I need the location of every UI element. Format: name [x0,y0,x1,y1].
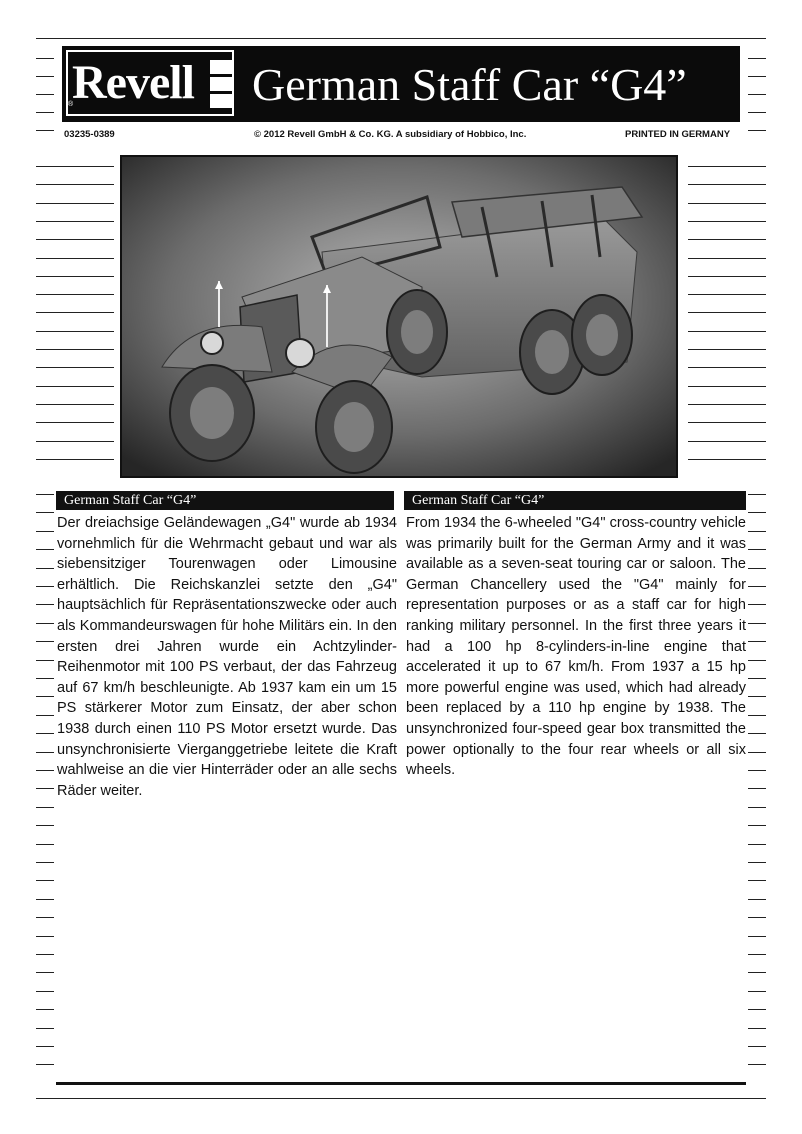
margin-line [748,660,766,661]
margin-line [688,386,766,387]
margin-line [36,221,114,222]
margin-line [36,459,114,460]
margin-line [36,917,54,918]
margin-line [36,1028,54,1029]
margin-line [748,112,766,113]
margin-line [748,752,766,753]
margin-line [36,294,114,295]
margin-line [748,936,766,937]
margin-line [36,386,114,387]
margin-line [36,770,54,771]
english-section-heading: German Staff Car “G4” [404,491,746,510]
margin-line [748,58,766,59]
margin-line [36,623,54,624]
margin-line [36,715,54,716]
margin-line [36,531,54,532]
margin-line [748,94,766,95]
margin-line [748,130,766,131]
margin-line [688,166,766,167]
margin-line [36,696,54,697]
margin-line [748,991,766,992]
margin-line [688,422,766,423]
margin-line [748,641,766,642]
margin-line [36,239,114,240]
margin-line [36,184,114,185]
margin-line [36,258,114,259]
margin-line [36,494,54,495]
staff-car-photo-icon [122,157,676,476]
margin-line [688,203,766,204]
revell-logo-text: Revell [72,56,194,109]
margin-line [748,862,766,863]
margin-line [36,76,54,77]
margin-line [36,276,114,277]
margin-line [36,1009,54,1010]
margin-line [36,349,114,350]
english-section-body: From 1934 the 6-wheeled "G4" cross-country vehicle was primarily built for the German Army and it was available as a seven-seat touring car or saloon. The German Chancellery used the "G4" mainly for representation purposes or as a staff car for high ranking military personnel. In the first three years it had a 100 hp 8-cylinders-in-line engine that accelerated it up to 67 km/h. From 1937 a 15 hp more powerful engine was used, which had already been replaced by a 110 hp engine by 1938. The unsynchronized four-speed gear box transmitted the power optionally to the four rear wheels or all six wheels. [406,515,746,779]
margin-line [688,184,766,185]
margin-line [748,844,766,845]
margin-line [688,331,766,332]
margin-line [36,1046,54,1047]
margin-line [36,441,114,442]
margin-line [36,549,54,550]
margin-line [36,604,54,605]
page-title: German Staff Car “G4” [252,59,687,110]
margin-line [748,494,766,495]
margin-line [748,899,766,900]
margin-line [748,568,766,569]
margin-line [36,862,54,863]
margin-line [748,825,766,826]
margin-line [748,623,766,624]
margin-line [36,972,54,973]
margin-line [36,954,54,955]
margin-line [688,258,766,259]
margin-line [748,733,766,734]
margin-line [36,641,54,642]
margin-line [748,954,766,955]
margin-line [36,331,114,332]
margin-line [36,1064,54,1065]
margin-line [748,1064,766,1065]
margin-line [688,459,766,460]
margin-line [748,715,766,716]
margin-line [36,678,54,679]
registered-mark: ® [68,101,74,108]
item-number: 03235-0389 [64,129,115,140]
margin-line [36,58,54,59]
margin-line [36,880,54,881]
margin-line [36,752,54,753]
margin-line [748,604,766,605]
margin-line [36,404,114,405]
margin-line [36,991,54,992]
margin-line [36,94,54,95]
top-rule [36,38,766,39]
margin-line [748,512,766,513]
margin-line [36,312,114,313]
margin-line [36,899,54,900]
margin-line [748,1028,766,1029]
margin-line [36,825,54,826]
margin-line [748,76,766,77]
printed-in-label: PRINTED IN GERMANY [625,129,731,140]
margin-line [36,112,54,113]
margin-line [36,422,114,423]
margin-line [36,130,54,131]
margin-line [36,586,54,587]
margin-line [688,221,766,222]
margin-line [36,166,114,167]
margin-line [748,972,766,973]
margin-line [748,807,766,808]
margin-line [748,788,766,789]
margin-line [688,441,766,442]
copyright-notice: © 2012 Revell GmbH & Co. KG. A subsidiary of Hobbico, Inc. [254,129,527,140]
margin-line [36,512,54,513]
margin-line [36,568,54,569]
footer-rule [36,1098,766,1099]
margin-line [748,549,766,550]
margin-line [36,788,54,789]
revell-flag-icon [210,60,232,108]
product-photo [120,155,678,478]
margin-line [748,880,766,881]
bottom-rule [56,1082,746,1085]
margin-line [748,678,766,679]
margin-line [688,367,766,368]
german-section-body: Der dreiachsige Geländewagen „G4" wurde ab 1934 vornehmlich für die Wehrmacht gebaut und war als siebensitziger Tourenwagen oder Limousine erhältlich. Die Reichskanzlei setzte den „G4" hauptsächlich für Repräsentationszwecke oder auch als Kommandeurswagen für hohe Militärs ein. In den ersten drei Jahren wurde ein Achtzylinder-Reihenmotor mit 100 PS verbaut, der das Fahrzeug auf 67 km/h beschleunigte. Ab 1937 kam ein um 15 PS stärkerer Motor zum Einsatz, der aber schon 1938 durch einen 110 PS Motor ersetzt wurde. Das unsynchronisierte Vierganggetriebe leitete die Kraft wahlweise an die vier Hinterräder oder an alle sechs Räder weiter. [57,515,397,799]
margin-line [748,531,766,532]
margin-line [688,349,766,350]
margin-line [688,276,766,277]
margin-line [36,844,54,845]
german-section-heading: German Staff Car “G4” [56,491,394,510]
margin-line [748,696,766,697]
margin-line [748,917,766,918]
margin-line [36,660,54,661]
margin-line [748,1046,766,1047]
margin-line [36,807,54,808]
margin-line [36,367,114,368]
margin-line [36,936,54,937]
margin-line [688,239,766,240]
margin-line [36,733,54,734]
margin-line [748,770,766,771]
margin-line [748,1009,766,1010]
margin-line [688,312,766,313]
margin-line [748,586,766,587]
margin-line [688,294,766,295]
margin-line [688,404,766,405]
margin-line [36,203,114,204]
